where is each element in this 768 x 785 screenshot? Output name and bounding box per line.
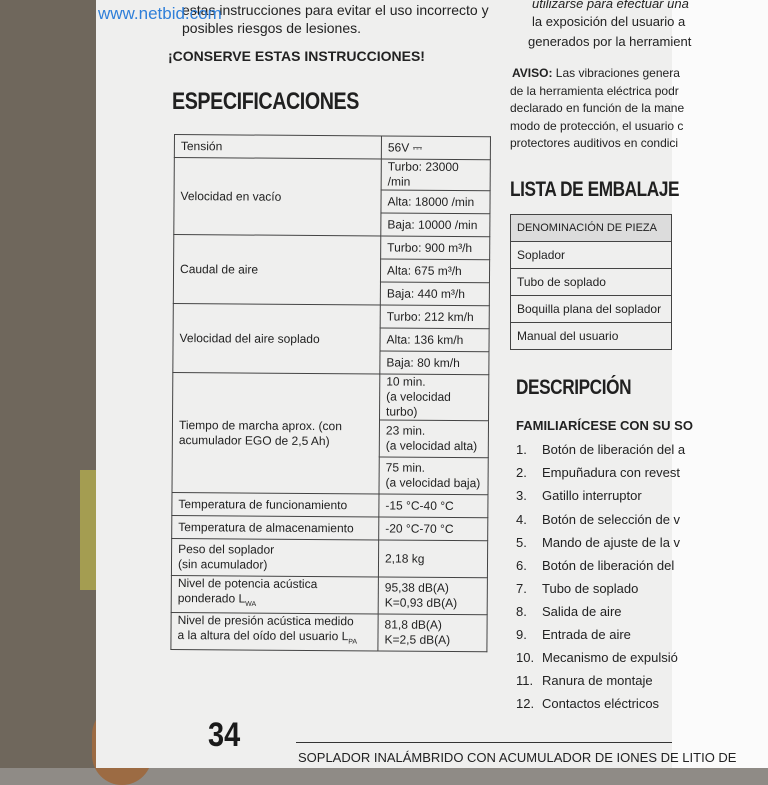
item-label: Botón de liberación del a	[542, 442, 686, 457]
aviso-line-4: modo de protección, el usuario c	[510, 119, 684, 133]
right-top-line-3: generados por la herramient	[528, 34, 692, 49]
aviso-label: AVISO:	[512, 66, 553, 80]
intro-line-1: estas instrucciones para evitar el uso incorrecto y	[182, 2, 489, 18]
caudal-baja: Baja: 440 m³/h	[380, 282, 489, 306]
tiempo-label	[172, 372, 380, 493]
presion-value-2: K=2,5 dB(A)	[384, 632, 451, 647]
footer-rule	[296, 742, 672, 743]
velocidad-label: Velocidad en vacío	[174, 158, 382, 236]
tiempo-turbo-note: (a velocidad turbo)	[386, 389, 451, 419]
item-number: 2.	[516, 465, 527, 480]
peso-label-line-1: Peso del soplador	[178, 542, 275, 557]
item-number: 11.	[516, 673, 534, 688]
tiempo-baja-min: 75 min.	[385, 460, 426, 475]
peso-label-line-2: (sin acumulador)	[177, 557, 268, 572]
velocidad-turbo: Turbo: 23000 /min	[381, 159, 490, 191]
aviso-line-2: de la herramienta eléctrica podr	[510, 84, 679, 98]
presion-subscript: PA	[348, 638, 358, 646]
intro-line-2: posibles riesgos de lesiones.	[182, 20, 361, 36]
watermark: www.netbid.com	[98, 4, 222, 23]
description-item	[516, 488, 642, 503]
item-label: Entrada de aire	[542, 627, 631, 642]
description-subtitle: FAMILIARÍCESE CON SU SO	[516, 418, 693, 433]
right-top-line-2: la exposición del usuario a	[532, 14, 686, 29]
item-label: Mando de ajuste de la v	[542, 535, 681, 550]
aviso-line-3: declarado en función de la mane	[510, 101, 685, 115]
specifications-table	[170, 134, 491, 652]
peso-label	[171, 538, 378, 576]
item-number: 9.	[516, 627, 527, 642]
manual-page	[96, 0, 737, 768]
description-title: DESCRIPCIÓN	[516, 376, 632, 399]
presion-label-line-1: Nivel de presión acústica medido	[177, 613, 354, 629]
tiempo-turbo-min: 10 min.	[386, 374, 426, 389]
item-label: Botón de liberación del	[542, 558, 675, 573]
description-item	[516, 650, 678, 665]
description-item	[516, 696, 659, 711]
packing-list-table	[510, 214, 672, 350]
item-label: Contactos eléctricos	[542, 696, 660, 711]
left-background	[0, 0, 96, 768]
description-item	[516, 558, 674, 573]
presion-value-1: 81,8 dB(A)	[384, 617, 443, 632]
potencia-subscript: WA	[245, 601, 257, 609]
aire-label: Velocidad del aire soplado	[173, 303, 380, 373]
aire-turbo: Turbo: 212 km/h	[380, 305, 489, 329]
item-number: 3.	[516, 488, 527, 503]
description-item	[516, 627, 631, 642]
item-label: Tubo de soplado	[542, 581, 639, 596]
potencia-label	[171, 575, 378, 613]
item-number: 10.	[516, 650, 535, 665]
item-label: Gatillo interruptor	[542, 488, 642, 503]
presion-label	[171, 612, 378, 650]
tiempo-alta	[379, 420, 488, 458]
description-item	[516, 465, 680, 480]
aire-baja: Baja: 80 km/h	[380, 351, 489, 375]
temp-func-value: -15 °C-40 °C	[379, 494, 488, 518]
tiempo-label-line-1: Tiempo de marcha aprox. (con	[178, 417, 342, 433]
description-item	[516, 535, 680, 550]
presion-value	[378, 614, 487, 652]
tension-label: Tensión	[174, 135, 381, 159]
item-label: Salida de aire	[542, 604, 622, 619]
tiempo-alta-min: 23 min.	[385, 423, 426, 438]
item-number: 1.	[516, 442, 527, 457]
item-number: 7.	[516, 581, 527, 596]
item-number: 6.	[516, 558, 527, 573]
packing-title: LISTA DE EMBALAJE	[510, 178, 680, 201]
conserve-heading: ¡CONSERVE ESTAS INSTRUCCIONES!	[168, 48, 425, 64]
item-label: Ranura de montaje	[542, 673, 653, 688]
tiempo-baja-note: (a velocidad baja)	[385, 475, 481, 491]
temp-func-label: Temperatura de funcionamiento	[172, 492, 379, 516]
potencia-value-1: 95,38 dB(A)	[384, 580, 449, 595]
tiempo-baja	[379, 457, 488, 495]
description-item	[516, 581, 638, 596]
specs-title: ESPECIFICACIONES	[172, 88, 359, 115]
page-number: 34	[208, 716, 241, 754]
item-number: 12.	[516, 696, 535, 711]
description-item	[516, 442, 685, 457]
yellow-object	[80, 470, 96, 590]
tiempo-label-line-2: acumulador EGO de 2,5 Ah)	[178, 432, 330, 448]
item-number: 5.	[516, 535, 527, 550]
aviso-text: Las vibraciones genera	[555, 66, 680, 80]
packing-item: Boquilla plana del soplador	[511, 296, 672, 323]
caudal-turbo: Turbo: 900 m³/h	[381, 236, 490, 260]
right-top-line-1: utilizarse para efectuar una	[532, 0, 689, 11]
tension-value: 56V ⎓	[381, 136, 490, 160]
tiempo-alta-note: (a velocidad alta)	[385, 438, 478, 454]
potencia-label-line-1: Nivel de potencia acústica	[177, 576, 318, 592]
temp-alm-label: Temperatura de almacenamiento	[172, 515, 379, 539]
packing-item: Tubo de soplado	[511, 269, 672, 296]
aviso-line-5: protectores auditivos en condici	[510, 136, 679, 150]
potencia-value	[378, 577, 487, 615]
peso-value: 2,18 kg	[378, 540, 487, 578]
item-label: Botón de selección de v	[542, 512, 681, 527]
running-title: SOPLADOR INALÁMBRIDO CON ACUMULADOR DE IONES DE LITIO DE	[298, 750, 737, 765]
tiempo-turbo	[380, 374, 489, 421]
item-label: Empuñadura con revest	[542, 465, 681, 480]
caudal-label: Caudal de aire	[173, 235, 380, 305]
caudal-alta: Alta: 675 m³/h	[380, 259, 489, 283]
item-number: 8.	[516, 604, 527, 619]
description-item	[516, 673, 653, 688]
potencia-value-2: K=0,93 dB(A)	[384, 595, 458, 610]
packing-header: DENOMINACIÓN DE PIEZA	[511, 215, 672, 242]
presion-label-line-2: a la altura del oído del usuario L	[177, 628, 349, 644]
item-number: 4.	[516, 512, 527, 527]
velocidad-baja: Baja: 10000 /min	[381, 213, 490, 237]
item-label: Mecanismo de expulsió	[542, 650, 678, 665]
potencia-label-line-2: ponderado L	[177, 591, 246, 606]
packing-item: Manual del usuario	[511, 323, 672, 350]
velocidad-alta: Alta: 18000 /min	[381, 190, 490, 214]
packing-item: Soplador	[511, 242, 672, 269]
description-item	[516, 604, 622, 619]
aviso-line-1	[512, 66, 680, 80]
aire-alta: Alta: 136 km/h	[380, 328, 489, 352]
description-item	[516, 512, 680, 527]
temp-alm-value: -20 °C-70 °C	[379, 517, 488, 541]
